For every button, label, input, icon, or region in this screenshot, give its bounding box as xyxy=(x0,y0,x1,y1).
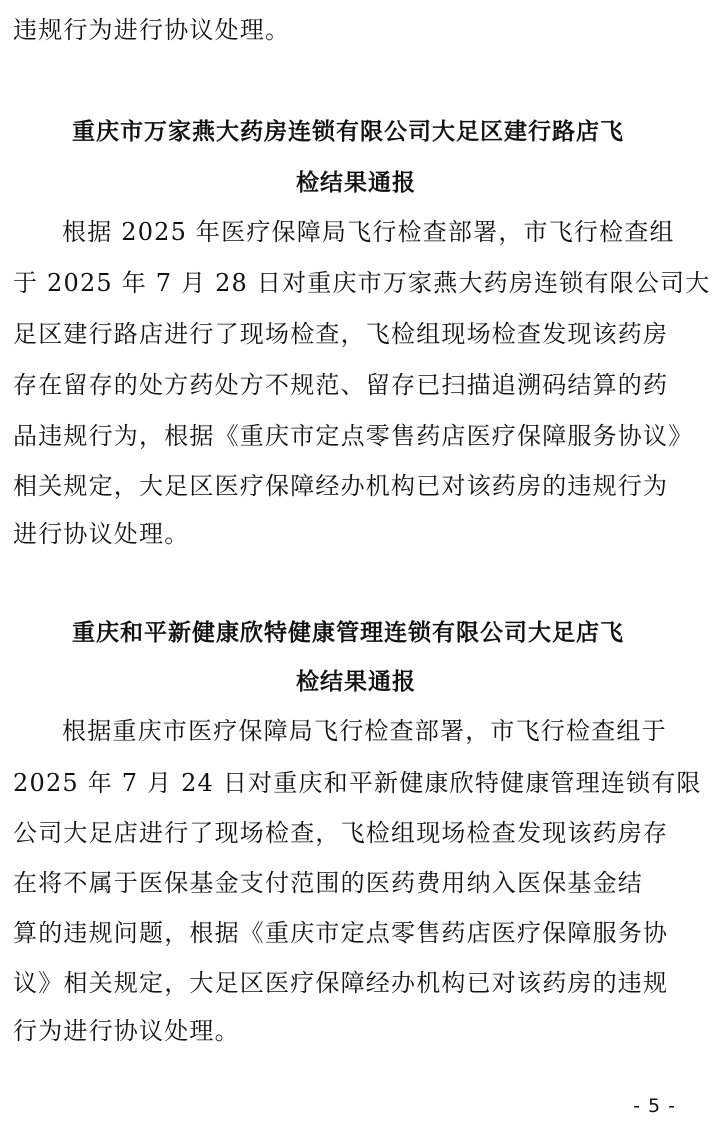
section1-paragraph-line: 品违规行为，根据《重庆市定点零售药店医疗保障服务协议》 xyxy=(13,422,694,450)
page-number: - 5 - xyxy=(633,1095,676,1117)
section1-title-line2: 检结果通报 xyxy=(296,170,416,196)
section2-paragraph-line: 在将不属于医保基金支付范围的医药费用纳入医保基金结 xyxy=(13,869,643,897)
section2-paragraph-line: 算的违规问题，根据《重庆市定点零售药店医疗保障服务协 xyxy=(13,919,669,947)
section1-paragraph-line: 根据 2025 年医疗保障局飞行检查部署，市飞行检查组 xyxy=(62,218,675,246)
section2-paragraph-line: 公司大足店进行了现场检查，飞检组现场检查发现该药房存 xyxy=(13,819,669,847)
section2-paragraph-line: 行为进行协议处理。 xyxy=(13,1017,240,1045)
section2-paragraph-line: 2025 年 7 月 24 日对重庆和平新健康欣特健康管理连锁有限 xyxy=(13,769,702,797)
section2-title-line2: 检结果通报 xyxy=(296,669,416,695)
continued-paragraph-line: 违规行为进行协议处理。 xyxy=(13,16,291,44)
section1-paragraph-line: 足区建行路店进行了现场检查，飞检组现场检查发现该药房 xyxy=(13,320,669,348)
section1-paragraph-line: 存在留存的处方药处方不规范、留存已扫描追溯码结算的药 xyxy=(13,371,669,399)
section1-title-line1: 重庆市万家燕大药房连锁有限公司大足区建行路店飞 xyxy=(72,119,624,145)
section2-paragraph-line: 议》相关规定，大足区医疗保障经办机构已对该药房的违规 xyxy=(13,969,669,997)
section1-paragraph-line: 相关规定，大足区医疗保障经办机构已对该药房的违规行为 xyxy=(13,472,669,500)
section2-paragraph-line: 根据重庆市医疗保障局飞行检查部署，市飞行检查组于 xyxy=(62,717,667,745)
section2-title-line1: 重庆和平新健康欣特健康管理连锁有限公司大足店飞 xyxy=(72,620,624,646)
section1-paragraph-line: 于 2025 年 7 月 28 日对重庆市万家燕大药房连锁有限公司大 xyxy=(13,269,711,297)
section1-paragraph-line: 进行协议处理。 xyxy=(13,520,190,548)
